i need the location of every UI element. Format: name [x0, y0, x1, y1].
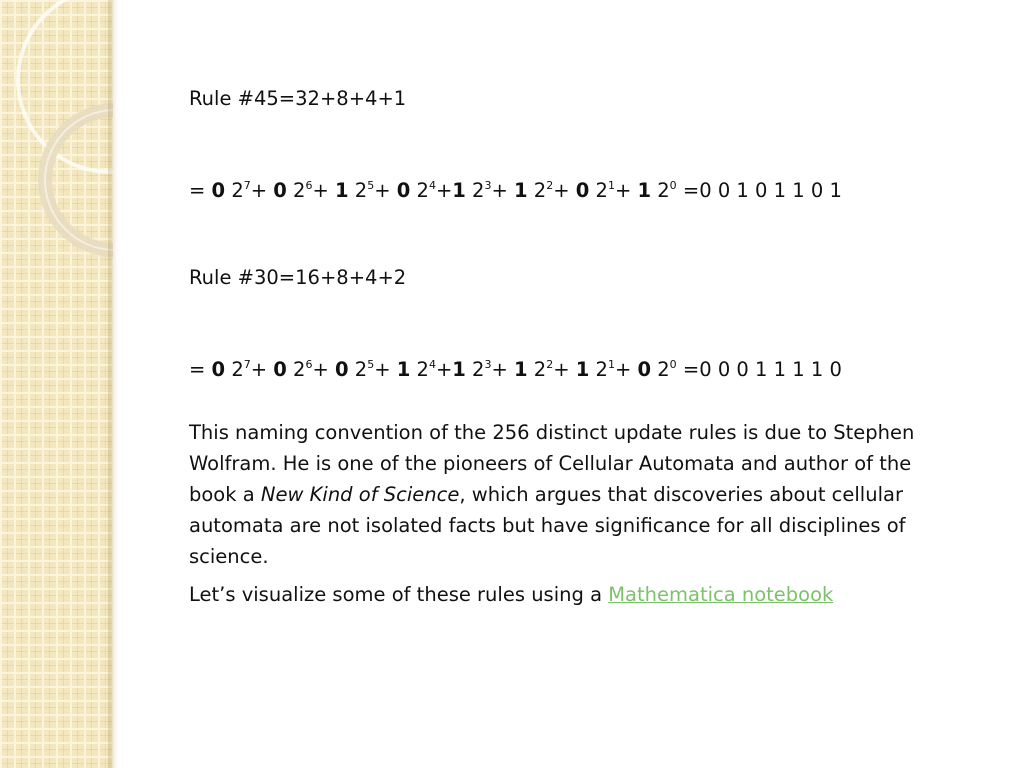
large-ring	[18, 0, 113, 172]
bit-coefficient: 0	[211, 358, 226, 381]
power-exponent: 0	[669, 358, 677, 371]
power-exponent: 2	[546, 358, 554, 371]
bit-coefficient: 1	[514, 179, 528, 202]
equals-sign: =	[189, 358, 212, 381]
bit-coefficient: 1	[335, 179, 349, 202]
bit-coefficient: 0	[211, 179, 226, 202]
rule45-expansion	[189, 175, 842, 206]
bit-coefficient: 1	[514, 358, 528, 381]
decorative-rings	[0, 0, 113, 768]
power-exponent: 6	[305, 179, 313, 192]
power-exponent: 3	[484, 358, 492, 371]
equals-sign: =	[189, 179, 212, 202]
closing-text: Let’s visualize some of these rules using a	[189, 583, 609, 606]
wolfram-paragraph	[189, 417, 949, 572]
rule30-expansion	[189, 354, 842, 385]
power-exponent: 3	[484, 179, 492, 192]
rule30-title: Rule #30=16+8+4+2	[189, 266, 407, 289]
power-exponent: 5	[367, 358, 375, 371]
mathematica-notebook-link[interactable]: Mathematica notebook	[608, 583, 834, 606]
power-exponent: 4	[428, 179, 436, 192]
thick-ring-highlight	[45, 110, 113, 250]
power-exponent: 0	[669, 179, 677, 192]
power-exponent: 6	[305, 358, 313, 371]
power-exponent: 2	[546, 179, 554, 192]
rule45-title: Rule #45=32+8+4+1	[189, 87, 407, 110]
power-exponent: 5	[367, 179, 375, 192]
bit-coefficient: 0	[273, 179, 287, 202]
rule45-terms: 0 $2^7+ 0$ $2^6+ 1$ $2^5+ 0$ $2^4+1$ $2^3+ 1$ $2^2+ 0$ $2^1+ 1$ $2^0$	[211, 179, 677, 202]
paragraph-text-after: , which argues that discoveries about cellular automata are not isolated facts but have significance for all disciplines of science.	[189, 483, 906, 568]
power-exponent: 1	[607, 179, 615, 192]
decorative-side-panel	[0, 0, 113, 768]
bit-coefficient: 0	[273, 358, 287, 381]
power-exponent: 4	[428, 358, 436, 371]
power-exponent: 7	[243, 358, 251, 371]
bit-coefficient: 1	[452, 179, 466, 202]
book-title: New Kind of Science	[260, 483, 460, 506]
paragraph-text-before: This naming convention of the 256 distinct update rules is due to Stephen Wolfram. He is one of the pioneers of Cellular Automata and author of the book a	[189, 421, 915, 506]
rule45-result: =0 0 1 0 1 1 0 1	[682, 179, 842, 202]
side-panel-shadow	[108, 0, 118, 768]
bit-coefficient: 0	[396, 179, 411, 202]
bit-coefficient: 1	[575, 358, 590, 381]
bit-coefficient: 1	[452, 358, 466, 381]
bit-coefficient: 0	[335, 358, 349, 381]
rule30-terms: 0 $2^7+ 0$ $2^6+ 0$ $2^5+ 1$ $2^4+1$ $2^3+ 1$ $2^2+ 1$ $2^1+ 0$ $2^0$	[211, 358, 677, 381]
thick-ring	[45, 110, 113, 250]
power-exponent: 1	[607, 358, 615, 371]
closing-line	[189, 579, 949, 610]
bit-coefficient: 0	[637, 358, 652, 381]
power-exponent: 7	[243, 179, 251, 192]
bit-coefficient: 1	[637, 179, 652, 202]
rule30-result: =0 0 0 1 1 1 1 0	[682, 358, 842, 381]
bit-coefficient: 0	[575, 179, 590, 202]
bit-coefficient: 1	[396, 358, 411, 381]
